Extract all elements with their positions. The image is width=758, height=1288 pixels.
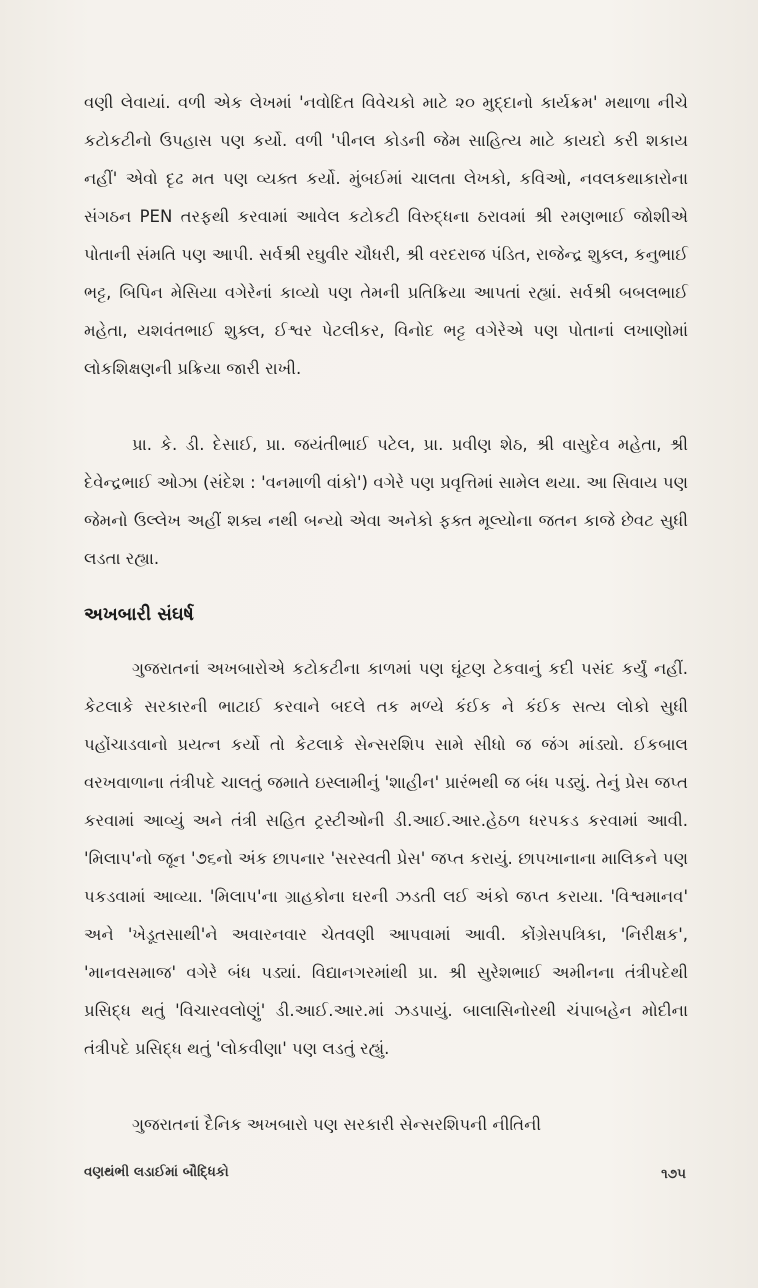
paragraph-text: ગુજરાતનાં દૈનિક અખબારો પણ સરકારી સેન્સરશિપની નીતિની: [132, 1115, 542, 1134]
paragraph-2: [84, 426, 688, 578]
paragraph-3: [84, 650, 688, 1068]
running-footer-title: વણથંભી લડાઈમાં બૌદ્ધિકો: [84, 1164, 229, 1180]
paragraph-text: ગુજરાતનાં અખબારોએ કટોકટીના કાળમાં પણ ઘૂંટણ ટેકવાનું કદી પસંદ કર્યું નહીં. કેટલાકે સરકારની ભાટાઈ કરવાને બદલે તક મળ્યે કંઈક ને કંઈક સત્ય લોકો સુધી પહોંચાડવાનો પ્રયત્ન કર્યો તો કેટલાકે સેન્સરશિપ સામે સીધો જ જંગ માંડ્યો. ઈકબાલ વરખવાળાના તંત્રીપદે ચાલતું જમાતે ઇસ્લામીનું 'શાહીન' પ્રારંભથી જ બંધ પડ્યું. તેનું પ્રેસ જપ્ત કરવામાં આવ્યું અને તંત્રી સહિત ટ્રસ્ટીઓની ડી.આઈ.આર.હેઠળ ધરપકડ કરવામાં આવી. 'મિલાપ'નો જૂન '૭૬નો અંક છાપનાર 'સરસ્વતી પ્રેસ' જપ્ત કરાયું. છાપખાનાના માલિકને પણ પકડવામાં આવ્યા. 'મિલાપ'ના ગ્રાહકોના ઘરની ઝડતી લઈ અંકો જપ્ત કરાયા. 'વિશ્વમાનવ' અને 'ખેડૂતસાથી'ને અવારનવાર ચેતવણી આપવામાં આવી. કોંગ્રેસપત્રિકા, 'નિરીક્ષક', 'માનવસમાજ' વગેરે બંધ પડ્યાં. વિદ્યાનગરમાંથી પ્રા. શ્રી સુરેશભાઈ અમીનના તંત્રીપદેથી પ્રસિદ્ધ થતું 'વિચારવલોણું' ડી.આઈ.આર.માં ઝડપાયું. બાલાસિનોરથી ચંપાબહેન મોદીના તંત્રીપદે પ્રસિદ્ધ થતું 'લોકવીણા' પણ લડતું રહ્યું.: [84, 659, 688, 1058]
paragraph-1: [84, 84, 688, 388]
paragraph-text: વણી લેવાયાં. વળી એક લેખમાં 'નવોદિત વિવેચકો માટે ૨૦ મુદ્દાનો કાર્યક્રમ' મથાળા નીચે કટોકટીનો ઉપહાસ પણ કર્યો. વળી 'પીનલ કોડની જેમ સાહિત્ય માટે કાયદો કરી શકાય નહીં' એવો દૃઢ મત પણ વ્યક્ત કર્યો. મુંબઈમાં ચાલતા લેખકો, કવિઓ, નવલકથાકારોના સંગઠન PEN તરફથી કરવામાં આવેલ કટોકટી વિરુદ્ધના ઠરાવમાં શ્રી રમણભાઈ જોશીએ પોતાની સંમતિ પણ આપી. સર્વશ્રી રઘુવીર ચૌધરી, શ્રી વરદરાજ પંડિત, રાજેન્દ્ર શુક્લ, કનુભાઈ ભટ્ટ, બિપિન મેસિયા વગેરેનાં કાવ્યો પણ તેમની પ્રતિક્રિયા આપતાં રહ્યાં. સર્વશ્રી બબલભાઈ મહેતા, યશવંતભાઈ શુક્લ, ઈશ્વર પેટલીકર, વિનોદ ભટ્ટ વગેરેએ પણ પોતાનાં લખાણોમાં લોકશિક્ષણની પ્રક્રિયા જારી રાખી.: [84, 93, 688, 378]
paragraph-text: પ્રા. કે. ડી. દેસાઈ, પ્રા. જયંતીભાઈ પટેલ, પ્રા. પ્રવીણ શેઠ, શ્રી વાસુદેવ મહેતા, શ્રી દેવેન્દ્રભાઈ ઓઝા (સંદેશ : 'વનમાળી વાંકો') વગેરે પણ પ્રવૃત્તિમાં સામેલ થયા. આ સિવાય પણ જેમનો ઉલ્લેખ અહીં શક્ય નથી બન્યો એવા અનેકો ફક્ત મૂલ્યોના જતન કાજે છેવટ સુધી લડતા રહ્યા.: [84, 435, 688, 568]
section-heading: અખબારી સંઘર્ષ: [84, 604, 194, 625]
paragraph-4: [84, 1106, 688, 1144]
page-number: ૧૭૫: [661, 1166, 686, 1182]
